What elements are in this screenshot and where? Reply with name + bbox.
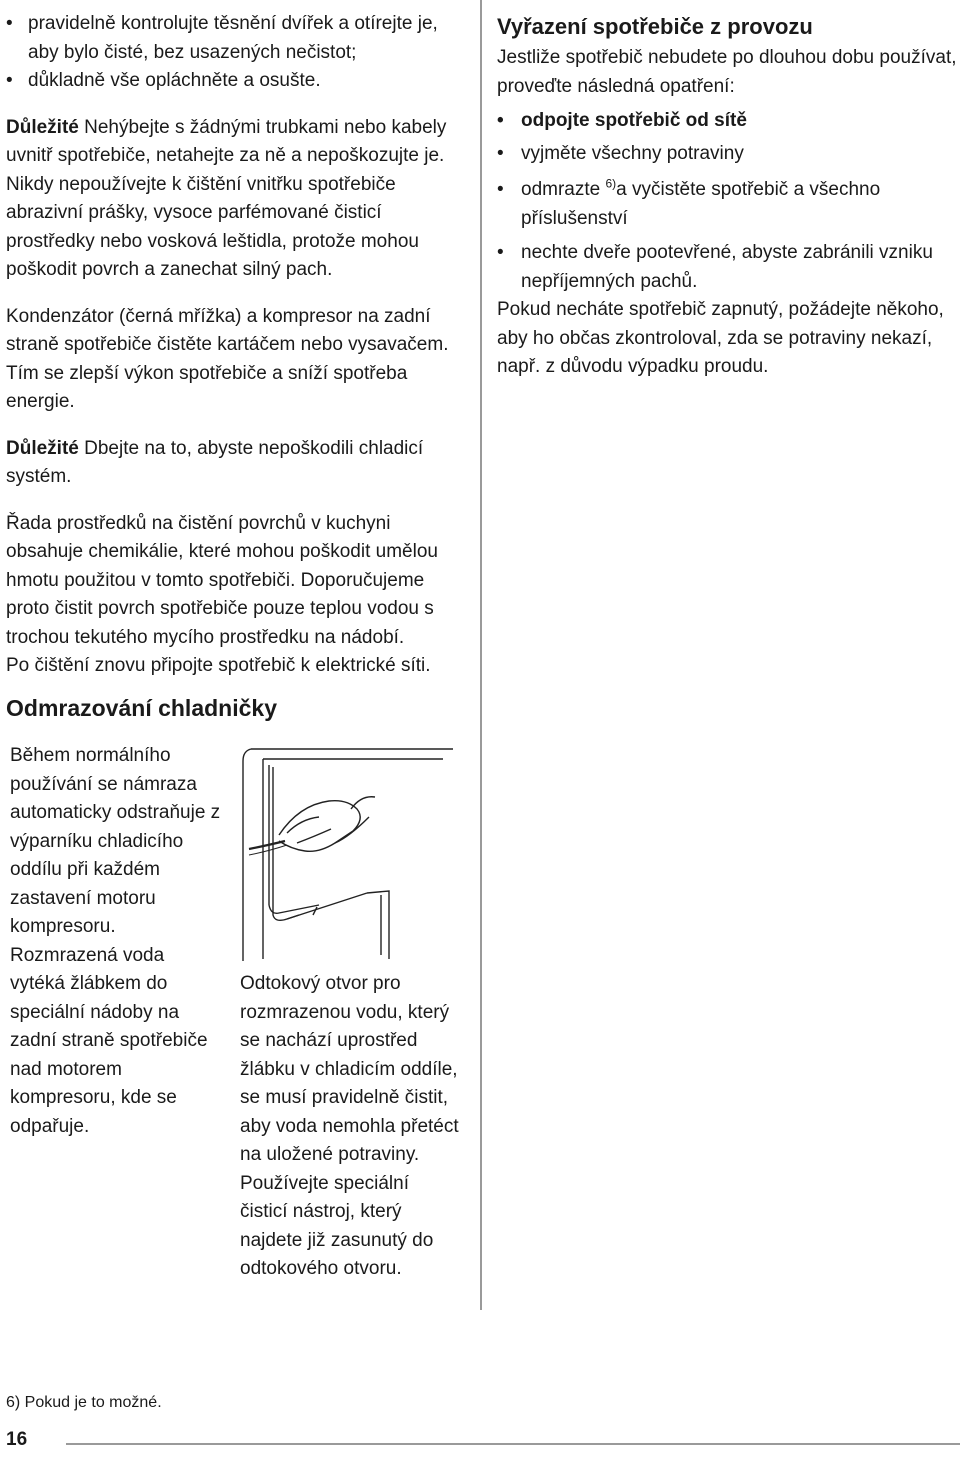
list-item: • vyjměte všechny potraviny (497, 140, 957, 169)
list-item (497, 176, 957, 233)
defrost-paragraph: Během normálního používání se námraza automaticky odstraňuje z výparníku chladicího oddílu při každém zastavení motoru kompresoru. Rozmrazená voda vytéká žlábkem do speciální nádoby na zadní straně spotřebiče nad motorem kompresoru, kde se odpařuje. (10, 745, 221, 1137)
footnote: 6) Pokud je to možné. (6, 1394, 162, 1411)
condenser-paragraph: Kondenzátor (černá mřížka) a kompresor na zadní straně spotřebiče čistěte kartáčem nebo vysavačem. Tím se zlepší výkon spotřebiče a sníží spotřeba energie. (6, 305, 449, 412)
chemicals-paragraph: Řada prostředků na čistění povrchů v kuchyni obsahuje chemikálie, které mohou poškodit umělou hmotu použitou v tomto spotřebiči. Doporučujeme proto čistit povrch spotřebiče pouze teplou vodou s trochou tekutého mycího prostředku na nádobí. (6, 512, 438, 648)
list-item: • důkladně vše opláchněte a osušte. (6, 67, 468, 96)
drain-cleaning-figure (239, 745, 456, 967)
fridge-drain-cleaning-icon (239, 745, 456, 967)
figure-caption: Odtokový otvor pro rozmrazenou vodu, který se nachází uprostřed žlábku v chladicím oddíle, se musí pravidelně čistit, aby voda nemohla přetéct na uložené potraviny. Používejte speciální čisticí nástroj, který najdete již zasunutý do odtokového otvoru. (240, 973, 459, 1279)
footer-rule (66, 1443, 960, 1445)
list-item: • pravidelně kontrolujte těsnění dvířek a otírejte je, aby bylo čisté, bez usazených nečistot; (6, 10, 468, 67)
important-note-1 (6, 114, 468, 285)
reconnect-paragraph: Po čištění znovu připojte spotřebič k elektrické síti. (6, 655, 431, 676)
list-item: • odpojte spotřebič od sítě (497, 107, 957, 136)
important-text: Nehýbejte s žádnými trubkami nebo kabely uvnitř spotřebiče, netahejte za ně a nepoškozujte je. Nikdy nepoužívejte k čištění vnitřku spotřebiče abrazivní prášky, vysoce parfémované čisticí prostředky nebo vosková leštidla, protože mohou poškodit povrch a zanechat silný pach. (6, 116, 447, 280)
important-label: Důležité (6, 116, 79, 138)
important-text: Dbejte na to, abyste nepoškodili chladicí systém. (6, 437, 424, 487)
decommission-bullets (497, 107, 957, 296)
page-number: 16 (6, 1429, 28, 1450)
decommission-heading: Vyřazení spotřebiče z provozu (497, 14, 813, 39)
left-column (6, 10, 468, 723)
list-item: • nechte dveře pootevřené, abyste zabránili vzniku nepříjemných pachů. (497, 239, 957, 296)
cleaning-bullets (6, 10, 468, 96)
decommission-closing: Pokud necháte spotřebič zapnutý, požádejte někoho, aby ho občas zkontroloval, zda se potraviny nekazí, např. z důvodu výpadku proudu. (497, 299, 944, 377)
column-divider (480, 0, 482, 1310)
bullet3-pre: odmrazte (521, 179, 606, 200)
bullet3-post: a vyčistěte spotřebič a všechno příslušenství (521, 179, 881, 229)
right-column (497, 12, 957, 382)
footnote-ref: 6) (605, 176, 617, 191)
important-note-2 (6, 435, 468, 492)
important-label: Důležité (6, 437, 79, 459)
defrost-heading: Odmrazování chladničky (6, 694, 277, 721)
decommission-intro: Jestliže spotřebič nebudete po dlouhou dobu používat, proveďte následná opatření: (497, 47, 957, 97)
